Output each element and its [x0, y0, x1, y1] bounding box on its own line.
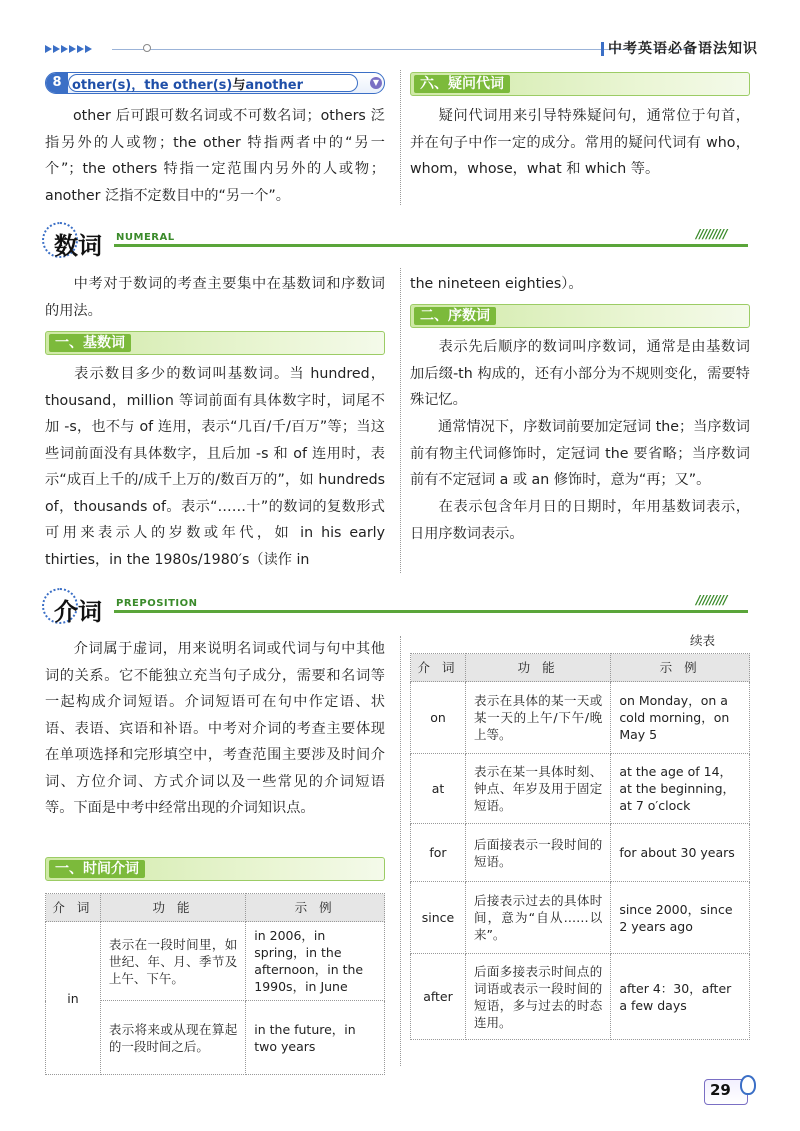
table-row: [411, 954, 750, 1040]
preposition-en: PREPOSITION: [116, 598, 198, 609]
preposition-intro: 介词属于虚词，用来说明名词或代词与句中其他词的关系。它不能独立充当句子成分，需要和名词等一起构成介词短语。介词短语可在句中作定语、状语、表语、宾语和补语。中考对介词的考查主要体现在单项选择和完形填空中，考查范围主要涉及时间介词、方位介词、方式介词以及一些常见的介词短语等。下面是中考中经常出现的介词知识点。: [45, 641, 385, 816]
numeral-title: 数词: [54, 232, 102, 260]
topic-8-paragraph: other 后可跟可数名词或不可数名词；others 泛指另外的人或物；the other 特指两者中的“另一个”；the others 特指一定范围内另外的人或物；another 泛指不定数目中的“另一个”。: [45, 108, 385, 204]
section-heading-interrogative: 六、疑问代词: [410, 72, 750, 96]
table-header: 示 例: [611, 654, 750, 682]
prep-example: in the future，in two years: [246, 1001, 385, 1075]
topic-8-number: 8: [46, 73, 68, 93]
time-preposition-table-continued: [410, 653, 750, 1040]
column-divider: [400, 268, 401, 573]
prep-word: after: [411, 954, 466, 1040]
prep-function: 后面接表示一段时间的短语。: [465, 824, 610, 882]
prep-function: 后接表示过去的具体时间，意为“自从……以来”。: [465, 882, 610, 954]
table-row: [411, 824, 750, 882]
preposition-rule: [114, 610, 748, 613]
page-number: 29: [710, 1081, 731, 1099]
prep-function: 表示在一段时间里，如世纪、年、月、季节及上午、下午。: [100, 922, 245, 1001]
header-bar: [601, 42, 604, 56]
section-heading-ordinal: 二、序数词: [410, 304, 750, 328]
prep-word: since: [411, 882, 466, 954]
prep-function: 表示在具体的某一天或某一天的上午/下午/晚上等。: [465, 682, 610, 754]
preposition-title: 介词: [54, 598, 102, 626]
prep-function: 表示在某一具体时刻、钟点、年岁及用于固定短语。: [465, 754, 610, 824]
section-heading-cardinal: 一、基数词: [45, 331, 385, 355]
table-row: [411, 682, 750, 754]
header-rule: [112, 49, 694, 50]
header-dot: [143, 44, 151, 52]
prep-example: in 2006，in spring，in the afternoon，in the 1990s，in June: [246, 922, 385, 1001]
continued-label: 续表: [690, 633, 716, 648]
page-header-title: 中考英语必备语法知识: [608, 41, 758, 57]
page-number-badge: [704, 1075, 756, 1107]
prep-function: 后面多接表示时间点的词语或表示一段时间的短语，多与过去的时态连用。: [465, 954, 610, 1040]
prep-example: since 2000，since 2 years ago: [611, 882, 750, 954]
column-divider: [400, 636, 401, 1066]
chevron-down-icon: ▼: [370, 77, 382, 89]
header-arrows: [45, 44, 92, 54]
numeral-en: NUMERAL: [116, 232, 175, 243]
prep-word: at: [411, 754, 466, 824]
ordinal-paragraph-2: 通常情况下，序数词前要加定冠词 the；当序数词前有物主代词修饰时，定冠词 the 要省略；当序数词前有不定冠词 a 或 an 修饰时，意为“再；又”。: [410, 419, 750, 488]
table-header: 功 能: [465, 654, 610, 682]
prep-example: for about 30 years: [611, 824, 750, 882]
numeral-rule: [114, 244, 748, 247]
prep-example: on Monday，on a cold morning，on May 5: [611, 682, 750, 754]
topic-8-heading: [45, 72, 385, 94]
prep-function: 表示将来或从现在算起的一段时间之后。: [100, 1001, 245, 1075]
cardinal-continued: the nineteen eighties）。: [410, 276, 583, 292]
prep-word: on: [411, 682, 466, 754]
section-heading-time-prepositions: 一、时间介词: [45, 857, 385, 881]
time-preposition-table: [45, 893, 385, 1075]
interrogative-paragraph: 疑问代词用来引导特殊疑问句，通常位于句首，并在句子中作一定的成分。常用的疑问代词有 who，whom，whose，what 和 which 等。: [410, 108, 750, 177]
prep-example: at the age of 14，at the beginning，at 7 o′clock: [611, 754, 750, 824]
prep-word: for: [411, 824, 466, 882]
column-divider: [400, 70, 401, 205]
numeral-slash: /////////: [696, 227, 727, 241]
ordinal-paragraph-3: 在表示包含年月日的日期时，年用基数词表示，日用序数词表示。: [410, 499, 750, 542]
preposition-slash: /////////: [696, 593, 727, 607]
balloon-icon: [740, 1075, 756, 1095]
table-header: 示 例: [246, 894, 385, 922]
table-header: 介 词: [46, 894, 101, 922]
ordinal-paragraph-1: 表示先后顺序的数词叫序数词，通常是由基数词加后缀-th 构成的，还有小部分为不规则变化，需要特殊记忆。: [410, 339, 750, 408]
prep-example: after 4：30，after a few days: [611, 954, 750, 1040]
prep-word: in: [46, 922, 101, 1075]
numeral-intro: 中考对于数词的考查主要集中在基数词和序数词的用法。: [45, 276, 385, 319]
table-row: [46, 922, 385, 1001]
table-row: [411, 754, 750, 824]
cardinal-paragraph: 表示数目多少的数词叫基数词。当 hundred，thousand，million 等词前面有具体数字时，词尾不加 -s，也不与 of 连用，表示“几百/千/百万”等；当这些词前面没有具体数字，且后加 -s 和 of 连用时，表示“成百上千的/成千上万的/数百万的”，如 hundreds of，thousands of。表示“……十”的数词的复数形式可用来表示人的岁数或年代，如 in his early thirties，in the 1980s/1980′s（读作 in: [45, 366, 385, 568]
topic-8-title: other(s)，the other(s)与another: [72, 78, 303, 93]
table-row: [411, 882, 750, 954]
table-header: 介 词: [411, 654, 466, 682]
table-header: 功 能: [100, 894, 245, 922]
